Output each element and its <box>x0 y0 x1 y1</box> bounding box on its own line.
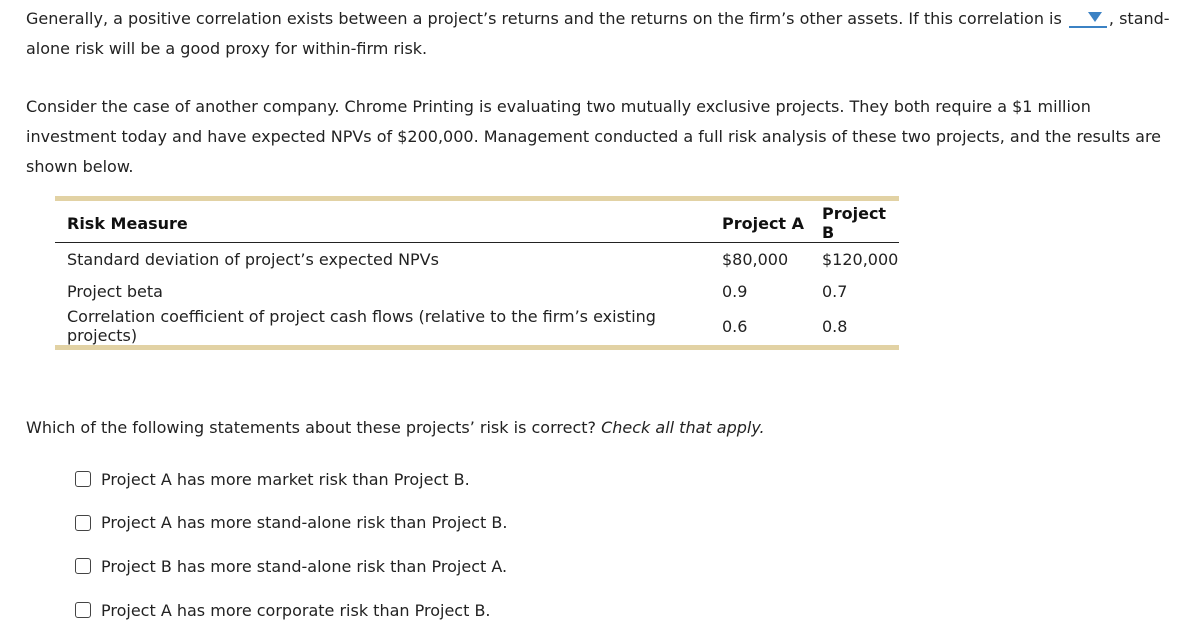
table-row <box>55 307 899 345</box>
project-a-value: 0.6 <box>722 316 748 336</box>
intro-text-after: , stand-alone risk will be a good proxy for within-firm risk. <box>26 9 1170 58</box>
option-label: Project A has more corporate risk than Project B. <box>101 600 491 620</box>
option-standalone-risk-b[interactable] <box>75 552 507 580</box>
chevron-down-icon <box>1088 12 1102 22</box>
table-bottom-rule <box>55 345 899 350</box>
checkbox[interactable] <box>75 558 91 574</box>
option-label: Project B has more stand-alone risk than Project A. <box>101 556 508 576</box>
option-standalone-risk-a[interactable] <box>75 509 507 537</box>
project-a-value: 0.9 <box>722 281 748 301</box>
checkbox[interactable] <box>75 471 91 487</box>
intro-paragraph <box>26 4 1176 64</box>
checkbox[interactable] <box>75 602 91 618</box>
intro-text-before: Generally, a positive correlation exists between a project’s returns and the returns on the firm’s other assets. If this correlation is <box>26 9 1062 28</box>
project-b-value: 0.8 <box>822 316 848 336</box>
header-risk-measure: Risk Measure <box>55 201 710 243</box>
answer-options <box>75 465 507 640</box>
project-b-value: $120,000 <box>822 249 899 269</box>
option-label: Project A has more market risk than Project B. <box>101 469 470 489</box>
header-project-b: Project B <box>822 201 899 243</box>
header-project-a: Project A <box>710 201 822 243</box>
option-market-risk-a[interactable] <box>75 465 507 493</box>
checkbox[interactable] <box>75 515 91 531</box>
row-label: Standard deviation of project’s expected NPVs <box>67 249 439 269</box>
option-label: Project A has more stand-alone risk than Project B. <box>101 513 508 533</box>
question-text: Which of the following statements about these projects’ risk is correct? <box>26 418 596 437</box>
project-a-value: $80,000 <box>722 249 789 269</box>
option-corporate-risk-a[interactable] <box>75 596 507 624</box>
question-instruction: Check all that apply. <box>601 418 765 437</box>
scenario-paragraph: Consider the case of another company. Chrome Printing is evaluating two mutually exclusive projects. They both require a $1 million investment today and have expected NPVs of $200,000. Management conducted a full risk analysis of these two projects, and the results are shown below. <box>26 97 1162 176</box>
row-label: Correlation coefficient of project cash flows (relative to the firm’s existing projects) <box>67 307 656 345</box>
table-header-row <box>55 201 899 243</box>
risk-table <box>55 196 899 350</box>
table-row <box>55 243 899 276</box>
correlation-dropdown[interactable] <box>1069 8 1107 28</box>
project-b-value: 0.7 <box>822 281 848 301</box>
table-row <box>55 275 899 307</box>
row-label: Project beta <box>67 281 163 301</box>
question-prompt <box>26 413 765 443</box>
